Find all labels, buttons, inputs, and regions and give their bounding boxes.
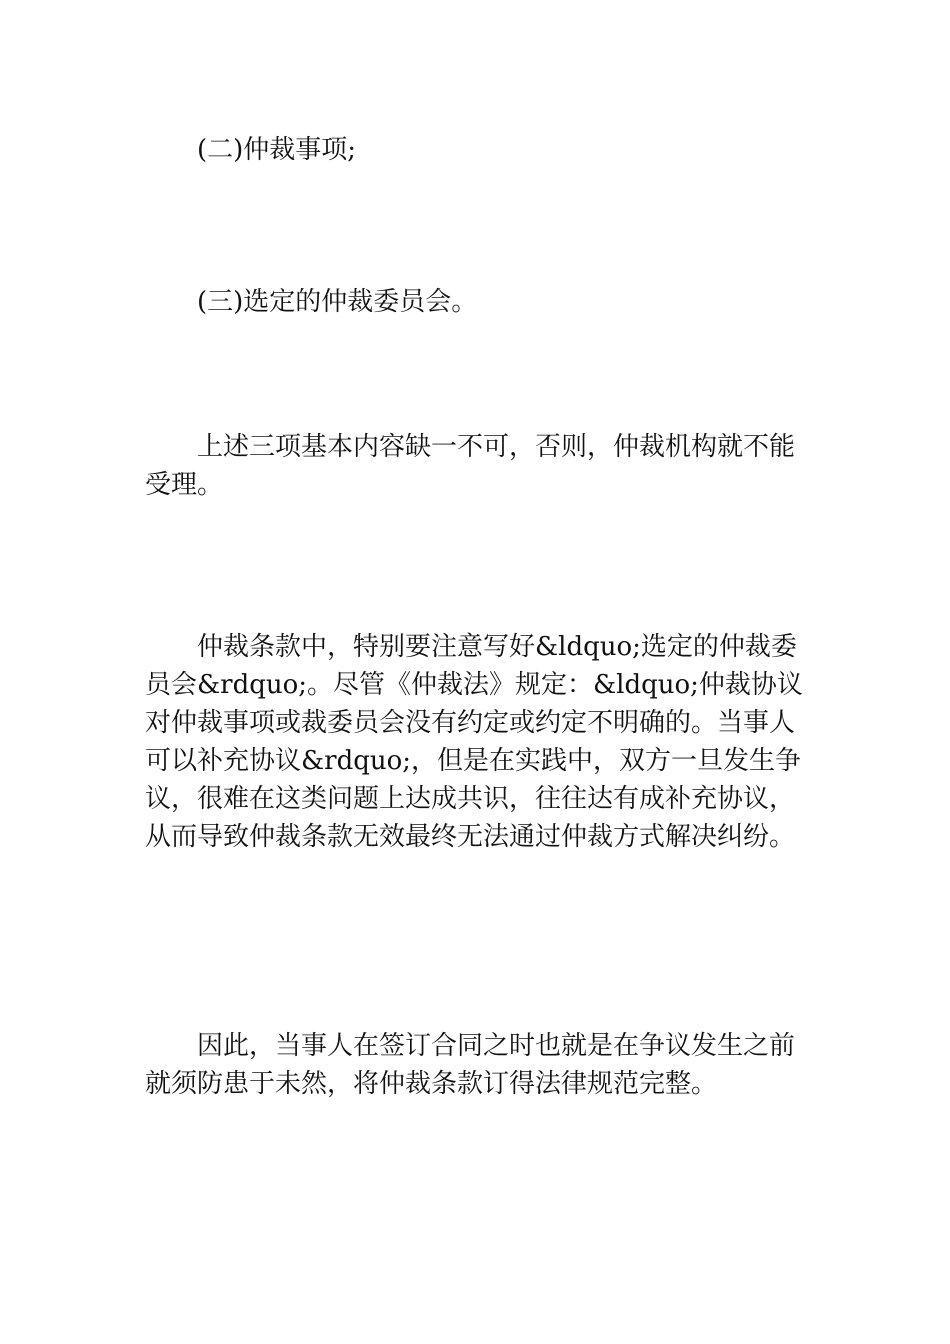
paragraph-arbitration-clause: 仲裁条款中，特别要注意写好&ldquo;选定的仲裁委员会&rdquo;。尽管《仲裁法》规定：&ldquo;仲裁协议对仲裁事项或裁委员会没有约定或约定不明确的。当事人可以补充协议&rdquo;，但是在实践中，双方一旦发生争议，很难在这类问题上达成共识，往往达有成补充协议，从而导致仲裁条款无效最终无法通过仲裁方式解决纠纷。 bbox=[145, 632, 803, 852]
paragraph-arbitration-matters: (二)仲裁事项; bbox=[197, 135, 357, 165]
paragraph-selected-committee: (三)选定的仲裁委员会。 bbox=[197, 287, 478, 317]
paragraph-three-elements: 上述三项基本内容缺一不可，否则，仲裁机构就不能受理。 bbox=[145, 432, 796, 500]
paragraph-conclusion: 因此，当事人在签订合同之时也就是在争议发生之前就须防患于未然，将仲裁条款订得法律规范完整。 bbox=[145, 1031, 796, 1099]
